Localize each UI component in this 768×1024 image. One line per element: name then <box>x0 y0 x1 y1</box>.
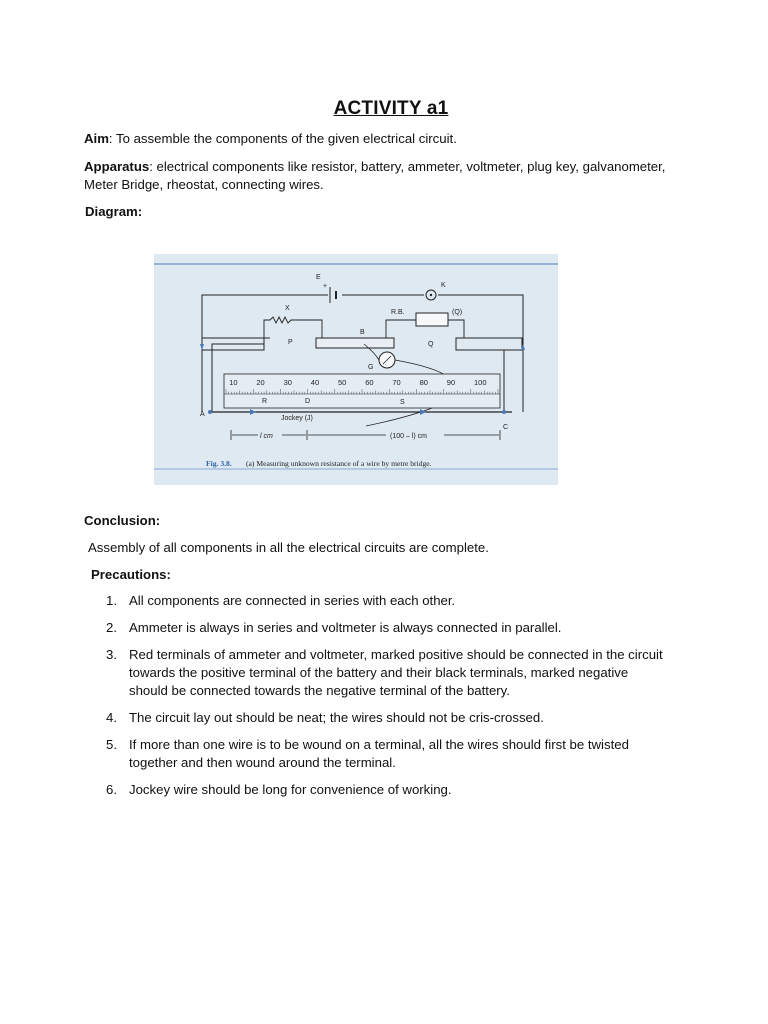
label-G: G <box>368 364 374 371</box>
resistance-box <box>416 313 448 326</box>
label-Q-box: (Q) <box>452 309 463 316</box>
scale-number: 10 <box>229 378 238 387</box>
apparatus-label: Apparatus <box>84 159 150 174</box>
label-right-length: (100 – l) cm <box>390 433 427 440</box>
label-jockey: Jockey (J) <box>281 415 313 422</box>
label-R: R <box>262 398 268 405</box>
circuit-diagram <box>154 254 558 485</box>
label-Q: Q <box>428 341 434 348</box>
scale-number: 60 <box>365 378 374 387</box>
list-item: 6. Jockey wire should be long for convenience of working. <box>106 782 452 797</box>
scale-number: 70 <box>392 378 401 387</box>
scale-number: 100 <box>474 378 487 387</box>
aim-label: Aim <box>84 131 109 146</box>
scale-number: 50 <box>338 378 347 387</box>
list-item: 4. The circuit lay out should be neat; the wires should not be cris-crossed. <box>106 710 544 725</box>
label-X: X <box>285 305 290 312</box>
apparatus-line <box>84 158 684 194</box>
scale-number: 20 <box>256 378 265 387</box>
right-strip-box <box>456 338 522 350</box>
scale-number: 90 <box>446 378 456 387</box>
list-item: 3. Red terminals of ammeter and voltmeter, marked positive should be connected in the circuit towards the positive terminal of the battery and their black terminals, marked negative should be connected towards the negative terminal of the battery. <box>106 647 663 698</box>
aim-text: : To assemble the components of the given electrical circuit. <box>108 131 457 146</box>
scale-number: 40 <box>310 378 320 387</box>
page-title: ACTIVITY a1 <box>333 98 449 119</box>
aim-line <box>84 130 457 148</box>
label-C: C <box>503 424 509 431</box>
scale-number: 80 <box>419 378 428 387</box>
scale-number: 30 <box>283 378 292 387</box>
label-P: P <box>288 339 293 346</box>
label-RB: R.B. <box>391 309 405 316</box>
figure-caption: (a) Measuring unknown resistance of a wire by metre bridge. <box>246 459 432 468</box>
precautions-list <box>0 592 768 808</box>
label-K: K <box>441 282 446 289</box>
label-left-length: l cm <box>260 433 273 440</box>
svg-text:+: + <box>323 283 328 290</box>
list-item: 2. Ammeter is always in series and voltmeter is always connected in parallel. <box>106 620 562 635</box>
label-E: E <box>316 274 321 281</box>
resistor-X <box>264 317 322 338</box>
diagram-label: Diagram: <box>85 204 143 219</box>
metre-bridge-figure <box>154 254 558 485</box>
figure-number: Fig. 3.8. <box>206 459 232 468</box>
middle-strip <box>316 338 394 348</box>
conclusion-label: Conclusion: <box>84 513 161 528</box>
precautions-label: Precautions: <box>91 567 171 582</box>
apparatus-text: : electrical components like resistor, battery, ammeter, voltmeter, plug key, galvanometer, Meter Bridge, rheostat, connecting wires. <box>84 159 666 192</box>
list-item: 1. All components are connected in series with each other. <box>106 593 456 608</box>
label-S: S <box>400 399 405 406</box>
label-D: D <box>305 398 311 405</box>
label-A: A <box>200 411 205 418</box>
list-item: 5. If more than one wire is to be wound on a terminal, all the wires should first be twisted together and then wound around the terminal. <box>106 737 629 770</box>
conclusion-text: Assembly of all components in all the electrical circuits are complete. <box>88 540 489 555</box>
label-B: B <box>360 329 365 336</box>
